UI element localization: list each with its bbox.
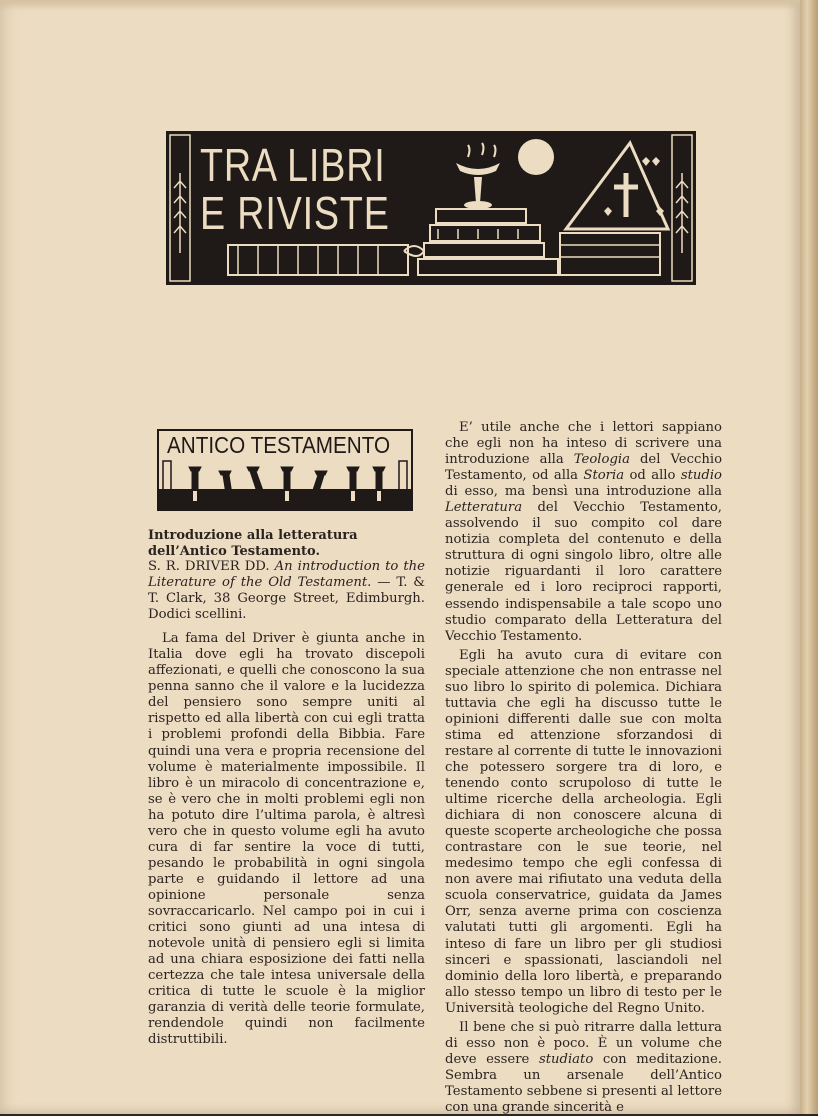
section-banner-illustration xyxy=(157,429,413,511)
right-p1-letteratura: Letteratura xyxy=(445,500,523,516)
right-p1-text-b: del Vecchio Testamento, od alla xyxy=(445,452,723,484)
header-title-line1: TRA LIBRI xyxy=(200,139,386,191)
header-title-line2: E RIVISTE xyxy=(200,187,390,239)
right-paragraph-2: Egli ha avuto cura di evitare con speciale attenzione che non entrasse nel suo libro lo spirito di polemica. Dichiara tuttavia che egli ha discusso tutte le opinioni differenti dalle sue con molta stima ed attenzione sforzandosi di restare al corrente di tutte le innovazioni che potessero sorgere tra di loro, e tenendo conto scrupoloso di tutte le ultime ricerche della archeologia. Egli dichiara di non conoscere alcuna di queste scoperte archeologiche che possa contrastare con le sue teorie, nel medesimo tempo che egli confessa di non avere mai rifiutato una veduta della scuola conservatrice, guidata da James Orr, senza averne prima con coscienza valutati tutti gli argomenti. Egli ha inteso di fare un libro per gli studiosi sinceri e spassionati, lasciandoli nel dominio della loro libertà, e preparando allo stesso tempo un libro di testo per le Università teologiche del Regno Unito. xyxy=(445,647,722,1016)
header-banner-illustration xyxy=(166,131,696,285)
article-title-line2: dell’Antico Testamento. xyxy=(148,543,321,559)
left-paragraph: La fama del Driver è giunta anche in Italia dove egli ha trovato discepoli affezionati, e quelli che conoscono la sua penna sanno che il valore e la lucidezza del pensiero sono sempre uniti al rispetto ed alla libertà con cui egli tratta i problemi profondi della Bibbia. Fare quindi una vera e propria recensione del volume è materialmente impossibile. Il libro è un miracolo di concentrazione e, se è vero che in molti problemi egli non ha potuto dire l’ultima parola, è altresì vero che in questo volume egli ha avuto cura di far sentire la voce di tutti, pesando le probabilità in ogni singola parte e guidando il lettore ad una opinione personale senza sovraccaricarlo. Nel campo poi in cui i critici sono giunti ad una intesa di notevole unità di pensiero egli si limita ad una chiara esposizione dei fatti nella certezza che tale intesa universale della critica di tutte le scuole è la miglior garanzia di verità delle teorie formulate, rendendole quindi non facilmente distruttibili. xyxy=(148,631,425,1048)
right-p3-text-a: Il bene che si può ritrarre dalla lettura di esso non è poco. È un volume che deve essere xyxy=(445,1019,722,1067)
right-p3-studiato: studiato xyxy=(538,1051,594,1067)
left-column xyxy=(148,528,425,1048)
page-edge xyxy=(800,0,818,1114)
right-column xyxy=(445,420,722,1116)
right-paragraph-3 xyxy=(445,1020,722,1116)
right-paragraph-1 xyxy=(445,420,722,645)
right-p1-storia: Storia xyxy=(583,468,625,484)
reference-book-title: An introduction to the Literature of the Old Testament. xyxy=(148,559,425,591)
article-title xyxy=(148,528,425,559)
article-title-line1: Introduzione alla letteratura xyxy=(148,528,358,543)
reference-publisher: — T. & T. Clark, 38 George Street, Edimburgh. Dodici scellini. xyxy=(148,575,426,623)
right-p1-teologia: Teologia xyxy=(573,452,630,468)
right-p1-text-d: di esso, ma bensì una introduzione alla xyxy=(445,484,722,500)
right-p1-text-e: del Vecchio Testamento, assolvendo il suo compito col dare notizia completa del contenuto e della struttura di ogni singolo libro, oltre alle notizie riguardanti il loro carattere generale ed i loro reciproci rapporti, essendo indispensabile a tale scopo uno studio comparato della Letteratura del Vecchio Testamento. xyxy=(445,500,722,644)
header-title xyxy=(200,141,390,237)
right-p1-text-c: od allo xyxy=(624,468,681,484)
page-top-shadow xyxy=(0,0,800,10)
reference-author: S. R. DRIVER DD. xyxy=(148,559,270,574)
right-p3-text-b: con meditazione. Sembra un arsenale dell’Antico Testamento sebbene si presenti al lettore con una grande sincerità e xyxy=(445,1051,722,1115)
section-title: ANTICO TESTAMENTO xyxy=(167,432,391,458)
right-p1-studio: studio xyxy=(680,468,722,484)
right-p1-text-a: E’ utile anche che i lettori sappiano che egli non ha inteso di scrivere una introduzione alla xyxy=(445,420,722,468)
book-reference xyxy=(148,559,425,623)
